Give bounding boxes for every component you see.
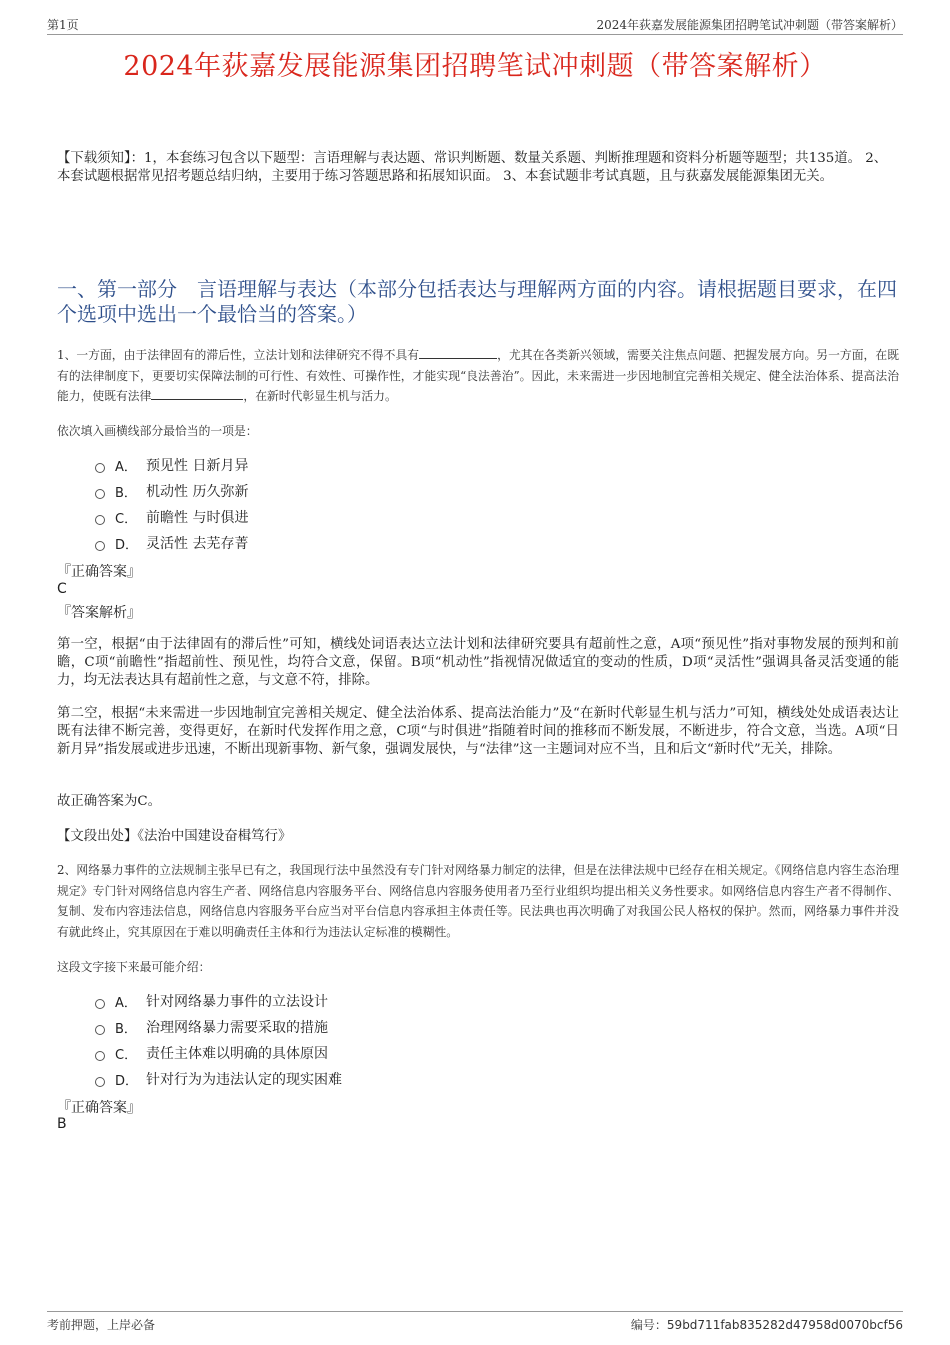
radio-icon[interactable] (95, 515, 105, 525)
radio-icon[interactable] (95, 999, 105, 1009)
option-text: 针对网络暴力事件的立法设计 (146, 994, 328, 1010)
header-doc-title: 2024年荻嘉发展能源集团招聘笔试冲刺题（带答案解析） (596, 18, 903, 32)
download-notice: 【下载须知】：1，本套练习包含以下题型：言语理解与表达题、常识判断题、数量关系题、判断推理题和资料分析题等题型；共135道。 2、本套试题根据常见招考题总结归纳，主要用于练习答题思路和拓展知识面。 3、本套试题非考试真题，且与荻嘉发展能源集团无关。 (57, 151, 888, 184)
document-title: 2024年荻嘉发展能源集团招聘笔试冲刺题（带答案解析） (123, 51, 827, 82)
option-a[interactable] (95, 988, 342, 1014)
page-number: 第1页 (47, 18, 79, 32)
option-text: 针对行为为违法认定的现实困难 (146, 1072, 342, 1088)
option-text: 机动性 历久弥新 (146, 484, 249, 500)
analysis-label: 『答案解析』 (57, 605, 141, 621)
option-c[interactable] (95, 504, 248, 530)
question-1-options (95, 452, 248, 556)
option-text: 治理网络暴力需要采取的措施 (146, 1020, 328, 1036)
option-text: 前瞻性 与时俱进 (146, 510, 249, 526)
q1-text-part-b: ，尤其在各类新兴领域，需要关注焦点问题、把握发展方向。另一方面，在既有的法律制度下，更要切实保障法制的可行性、有效性、可操作性，才能实现“良法善治”。因此，未来需进一步因地制宜完善相关规定、健全法治体系、提高法治能力，使既有法律 (57, 348, 899, 403)
option-key: B． (115, 485, 137, 501)
option-text: 灵活性 去芜存菁 (146, 536, 249, 552)
question-2-text: 2、网络暴力事件的立法规制主张早已有之，我国现行法中虽然没有专门针对网络暴力制定的法律，但是在法律法规中已经存在相关规定。《网络信息内容生态治理规定》专门针对网络信息内容生产者、网络信息内容服务平台、网络信息内容服务使用者乃至行业组织均提出相关义务性要求。如网络信息内容生产者不得制作、复制、发布内容违法信息，网络信息内容服务平台应当对平台信息内容承担主体责任等。民法典也再次明确了对我国公民人格权的保护。然而，网络暴力事件并没有就此终止，究其原因在于难以明确责任主体和行为违法认定标准的模糊性。 (57, 863, 899, 939)
option-d[interactable] (95, 530, 248, 556)
passage-source: 【文段出处】《法治中国建设奋楫笃行》 (57, 829, 292, 844)
option-key: C． (115, 1047, 138, 1063)
option-b[interactable] (95, 1014, 342, 1040)
option-b[interactable] (95, 478, 248, 504)
option-key: D． (115, 1073, 139, 1089)
option-text: 预见性 日新月异 (146, 458, 249, 474)
radio-icon[interactable] (95, 541, 105, 551)
option-c[interactable] (95, 1040, 342, 1066)
question-1-text (57, 345, 899, 407)
analysis-conclusion: 故正确答案为C。 (57, 794, 161, 809)
correct-answer: C (57, 581, 67, 597)
option-key: C． (115, 511, 138, 527)
analysis-paragraph-2: 第二空，根据“未来需进一步因地制宜完善相关规定、健全法治体系、提高法治能力”及“在新时代彰显生机与活力”可知，横线处处成语表达让既有法律不断完善，变得更好，在新时代发挥作用之意，C项“与时俱进”指随着时间的推移而不断发展，不断进步，符合文意，当选。A项“日新月异”指发展或进步迅速，不断出现新事物、新气象，强调发展快，与“法律”这一主题词对应不当，且和后文“新时代”无关，排除。 (57, 706, 899, 757)
answer-label: 『正确答案』 (57, 1100, 141, 1116)
fill-blank-1 (419, 347, 497, 359)
analysis-paragraph-1: 第一空，根据“由于法律固有的滞后性”可知，横线处词语表达立法计划和法律研究要具有超前性之意，A项“预见性”指对事物发展的预判和前瞻，C项“前瞻性”指超前性、预见性，均符合文意，保留。B项“机动性”指视情况做适宜的变动的性质，D项“灵活性”强调具备灵活变通的能力，均无法表达具有超前性之意，与文意不符，排除。 (57, 637, 899, 688)
option-key: A． (115, 995, 137, 1011)
radio-icon[interactable] (95, 463, 105, 473)
q1-text-part-a: 1、一方面，由于法律固有的滞后性，立法计划和法律研究不得不具有 (57, 348, 420, 362)
page-footer (47, 1311, 903, 1336)
radio-icon[interactable] (95, 1051, 105, 1061)
radio-icon[interactable] (95, 1025, 105, 1035)
code-label: 编号： (630, 1318, 667, 1332)
code-value: 59bd711fab835282d47958d0070bcf56 (666, 1318, 903, 1332)
question-1-prompt: 依次填入画横线部分最恰当的一项是： (57, 424, 258, 438)
option-key: D． (115, 537, 139, 553)
option-key: A． (115, 459, 137, 475)
document-id (631, 1316, 903, 1333)
option-text: 责任主体难以明确的具体原因 (146, 1046, 328, 1062)
option-a[interactable] (95, 452, 248, 478)
question-2-options (95, 988, 342, 1092)
radio-icon[interactable] (95, 1077, 105, 1087)
option-key: B． (115, 1021, 137, 1037)
fill-blank-2 (151, 388, 243, 400)
answer-label: 『正确答案』 (57, 564, 141, 580)
section-heading: 一、第一部分 言语理解与表达（本部分包括表达与理解两方面的内容。请根据题目要求，在四个选项中选出一个最恰当的答案。） (57, 277, 897, 326)
footer-slogan: 考前押题，上岸必备 (47, 1318, 156, 1332)
q1-text-part-c: ，在新时代彰显生机与活力。 (243, 389, 397, 403)
option-d[interactable] (95, 1066, 342, 1092)
radio-icon[interactable] (95, 489, 105, 499)
correct-answer: B (57, 1116, 67, 1132)
page-header (47, 14, 903, 35)
question-2-prompt: 这段文字接下来最可能介绍： (57, 960, 211, 974)
